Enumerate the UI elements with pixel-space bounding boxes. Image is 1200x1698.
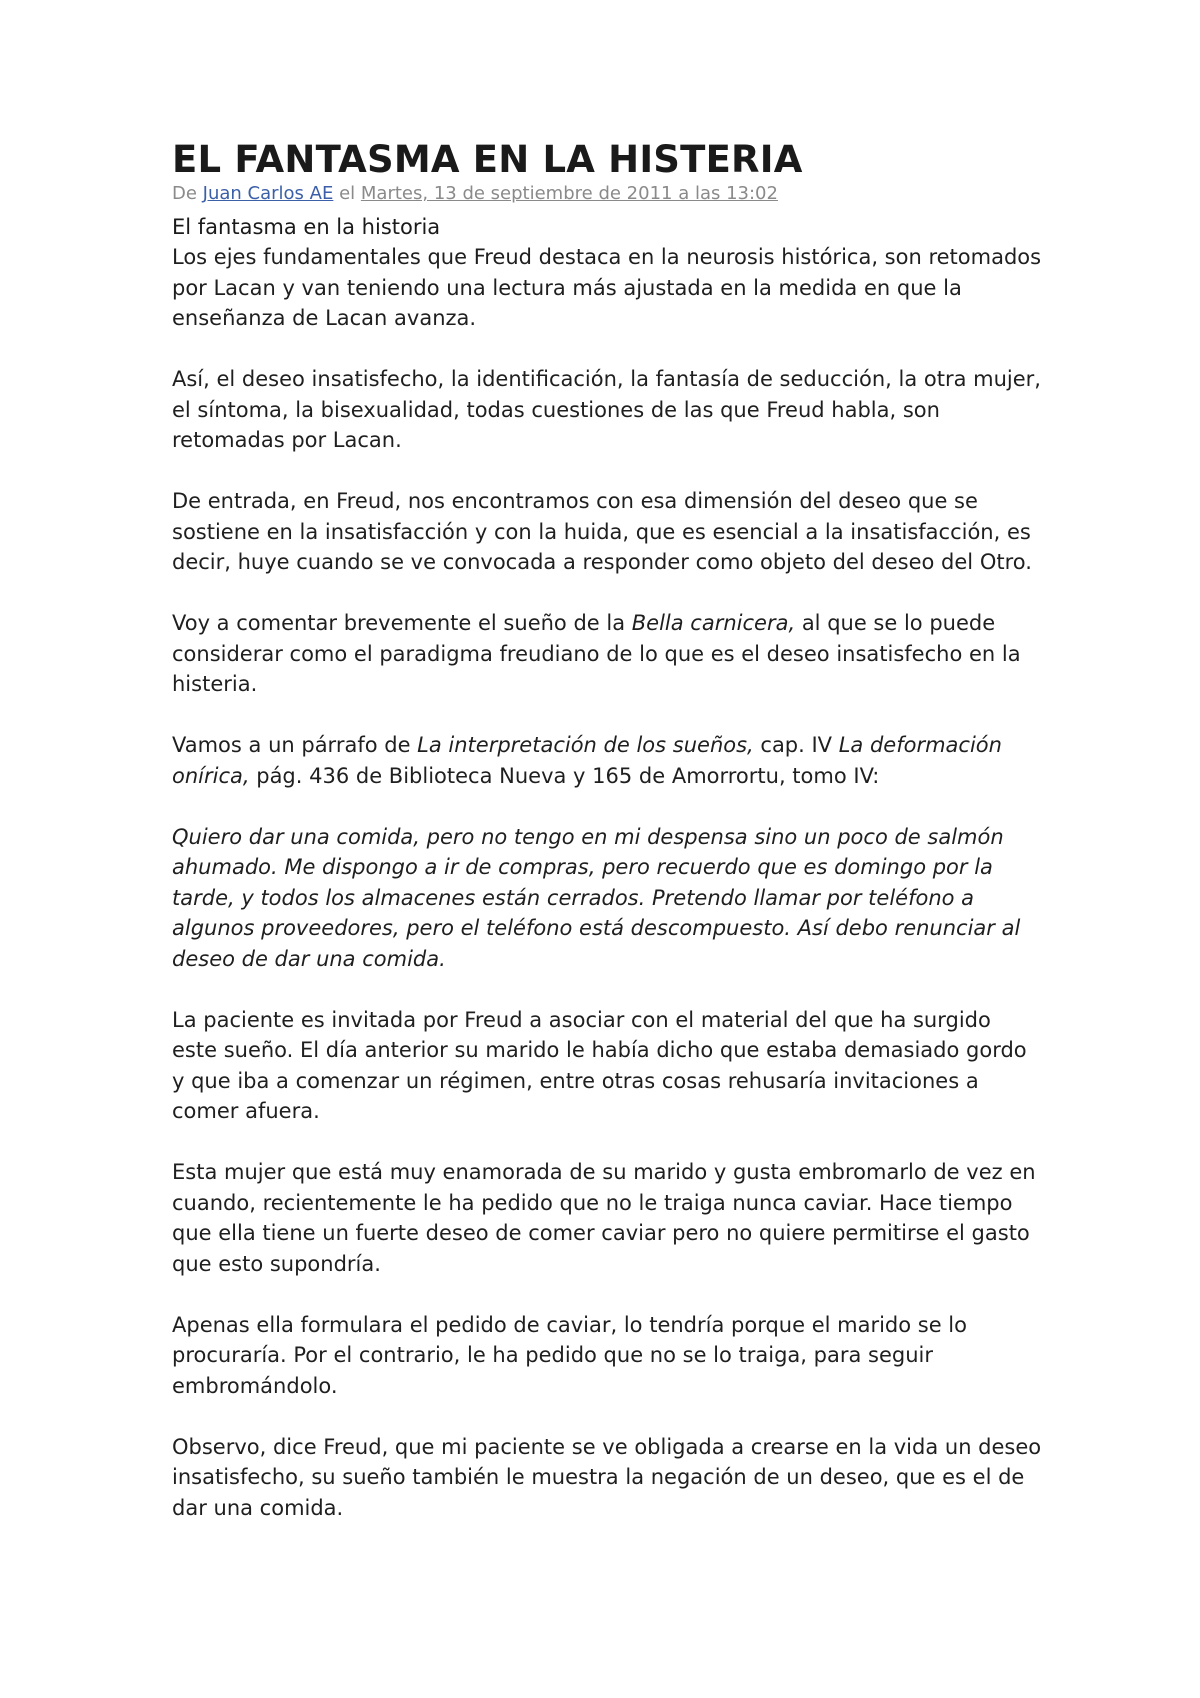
quote-paragraph: Quiero dar una comida, pero no tengo en mi despensa sino un poco de salmón ahumado. Me dispongo a ir de compras, pero recuerdo que es domingo por la tarde, y todos los almacenes están cerrados. Pretendo llamar por teléfono a algunos proveedores, pero el teléfono está descompuesto. Así debo renunciar al deseo de dar una comida. [172,824,1021,971]
paragraph: La paciente es invitada por Freud a asociar con el material del que ha surgido este sueño. El día anterior su marido le había dicho que estaba demasiado gordo y que iba a comenzar un régimen, entre otras cosas rehusaría invitaciones a comer afuera. [172,1007,1027,1123]
paragraph: Observo, dice Freud, que mi paciente se ve obligada a crearse en la vida un deseo insatisfecho, su sueño también le muestra la negación de un deseo, que es el de dar una comida. [172,1434,1042,1520]
emphasis: Bella carnicera, [631,611,796,635]
paragraph-text: pág. 436 de Biblioteca Nueva y 165 de Amorrortu, tomo IV: [249,763,880,788]
emphasis: La interpretación de los sueños, [417,733,754,757]
paragraph: Apenas ella formulara el pedido de caviar, lo tendría porque el marido se lo procuraría. Por el contrario, le ha pedido que no se lo traiga, para seguir embromándolo. [172,1312,967,1398]
article-subtitle: El fantasma en la historia [172,215,441,239]
paragraph-text: Voy a comentar brevemente el sueño de la [172,611,632,635]
meta-prefix: De [172,183,197,204]
article-meta [172,182,1042,206]
emphasis: La deformación onírica, [172,733,1002,788]
paragraph: De entrada, en Freud, nos encontramos con esa dimensión del deseo que se sostiene en la insatisfacción y con la huida, que es esencial a la insatisfacción, es decir, huye cuando se ve convocada a responder como objeto del deseo del Otro. [172,489,1032,574]
paragraph: Los ejes fundamentales que Freud destaca en la neurosis histórica, son retomados por Lacan y van teniendo una lectura más ajustada en la medida en que la enseñanza de Lacan avanza. [172,245,1042,330]
paragraph: Así, el deseo insatisfecho, la identificación, la fantasía de seducción, la otra mujer, el síntoma, la bisexualidad, todas cuestiones de las que Freud habla, son retomadas por Lacan. [172,367,1041,452]
paragraph [172,608,1042,700]
meta-connector: el [339,183,356,204]
paragraph: Esta mujer que está muy enamorada de su marido y gusta embromarlo de vez en cuando, recientemente le ha pedido que no le traiga nunca caviar. Hace tiempo que ella tiene un fuerte deseo de comer caviar pero no quiere permitirse el gasto que esto supondría. [172,1160,1036,1276]
paragraph [172,730,1042,791]
paragraph-text: al que se lo puede considerar como el paradigma freudiano de lo que es el deseo insatisfecho en la histeria. [172,611,1021,696]
paragraph-text: Vamos a un párrafo de [172,733,418,757]
author-link[interactable]: Juan Carlos AE [202,183,334,204]
paragraph-text: cap. IV [753,733,839,757]
date-link[interactable]: Martes, 13 de septiembre de 2011 a las 13:02 [360,183,778,204]
document-page [172,138,1042,1554]
article-title: EL FANTASMA EN LA HISTERIA [172,138,803,181]
